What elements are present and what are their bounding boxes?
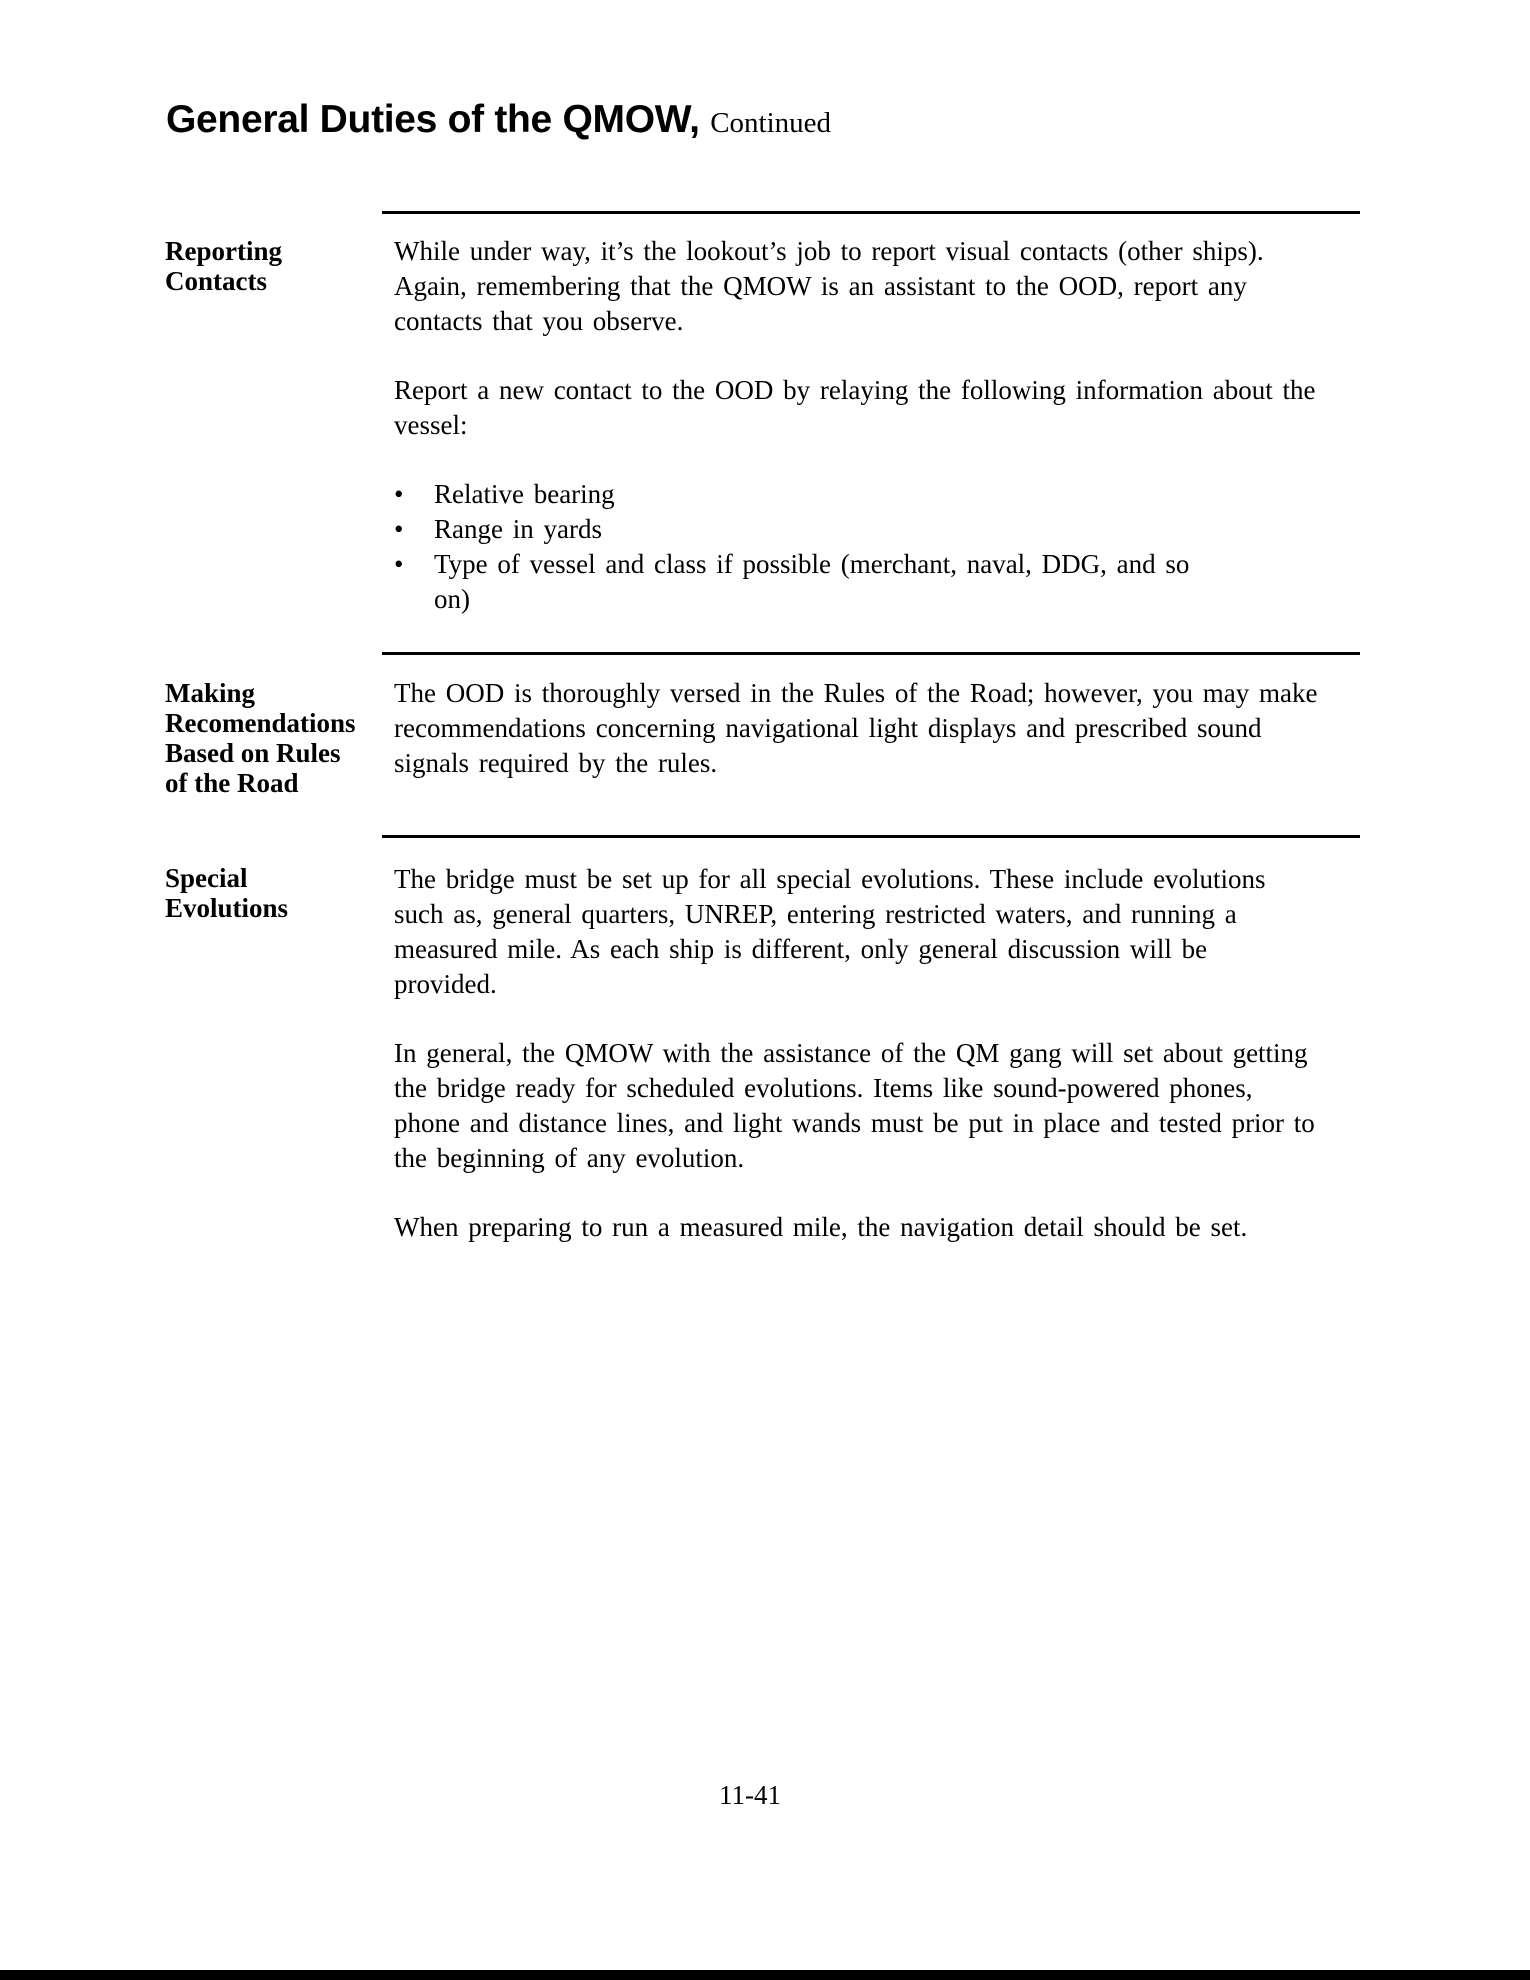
bullet-icon: • bbox=[394, 514, 404, 544]
section-body-making-recommendations bbox=[394, 676, 1324, 815]
page-title-continued: Continued bbox=[710, 107, 832, 139]
section-divider bbox=[382, 211, 1360, 214]
paragraph: Report a new contact to the OOD by relaying the following information about the vessel: bbox=[394, 375, 1316, 440]
label-line: Reporting bbox=[165, 236, 282, 266]
paragraph: While under way, it’s the lookout’s job to report visual contacts (other ships). Again, remembering that the QMOW is an assistant to the OOD, report any contacts that you observe. bbox=[394, 236, 1264, 336]
bottom-border-bar bbox=[0, 1970, 1530, 1980]
bullet-icon: • bbox=[394, 549, 404, 579]
label-line: of the Road bbox=[165, 768, 299, 798]
list-item-text: Relative bearing bbox=[434, 479, 615, 509]
page-title-main: General Duties of the QMOW, bbox=[166, 98, 700, 141]
bullet-list bbox=[394, 477, 1324, 617]
label-line: Special bbox=[165, 863, 248, 893]
section-label-special-evolutions bbox=[165, 863, 375, 923]
bullet-icon: • bbox=[394, 479, 404, 509]
paragraph: When preparing to run a measured mile, the navigation detail should be set. bbox=[394, 1212, 1248, 1242]
section-body-special-evolutions bbox=[394, 862, 1324, 1279]
list-item-text: Type of vessel and class if possible (merchant, naval, DDG, and so on) bbox=[434, 549, 1190, 614]
paragraph: The OOD is thoroughly versed in the Rules of the Road; however, you may make recommendations concerning navigational light displays and prescribed sound signals required by the rules. bbox=[394, 678, 1318, 778]
list-item bbox=[394, 477, 1324, 512]
section-label-reporting-contacts bbox=[165, 236, 375, 296]
section-divider bbox=[382, 652, 1360, 655]
list-item bbox=[394, 512, 1324, 547]
section-divider bbox=[382, 835, 1360, 838]
label-line: Recomendations bbox=[165, 708, 356, 738]
paragraph: In general, the QMOW with the assistance of the QM gang will set about getting the bridge ready for scheduled evolutions. Items like sound-powered phones, phone and distance lines, and light wands must be put in place and tested prior to the beginning of any evolution. bbox=[394, 1038, 1315, 1173]
paragraph: The bridge must be set up for all special evolutions. These include evolutions such as, general quarters, UNREP, entering restricted waters, and running a measured mile. As each ship is different, only general discussion will be provided. bbox=[394, 864, 1266, 999]
section-body-reporting-contacts bbox=[394, 234, 1324, 617]
page-number: 11-41 bbox=[719, 1780, 781, 1810]
label-line: Making bbox=[165, 678, 256, 708]
section-label-making-recommendations bbox=[165, 678, 375, 798]
label-line: Contacts bbox=[165, 266, 267, 296]
list-item-text: Range in yards bbox=[434, 514, 602, 544]
label-line: Evolutions bbox=[165, 893, 289, 923]
page-title bbox=[166, 98, 831, 142]
list-item bbox=[394, 547, 1324, 617]
label-line: Based on Rules bbox=[165, 738, 341, 768]
